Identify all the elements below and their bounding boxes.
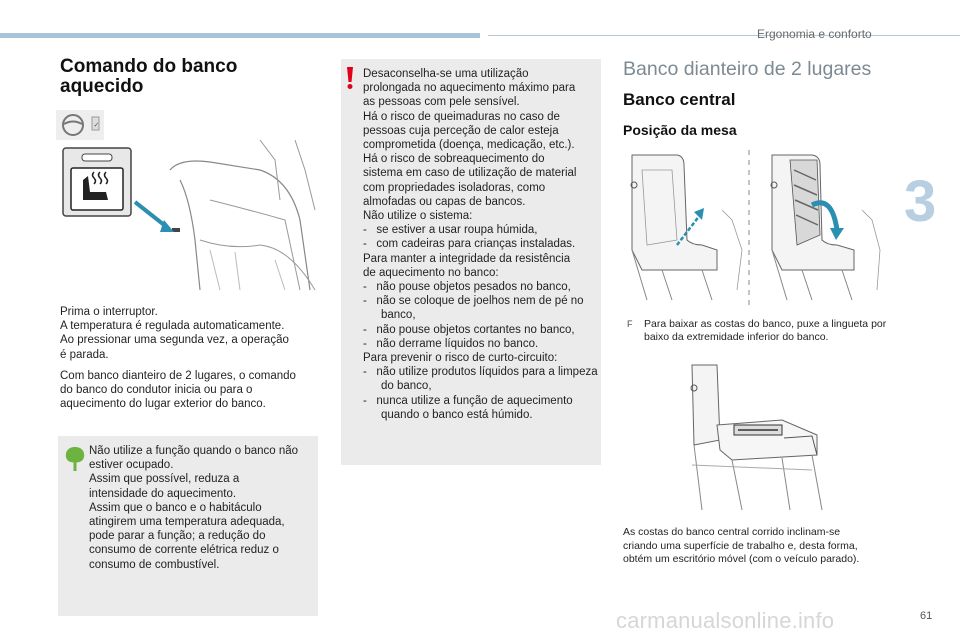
warning-list-item: - não pouse objetos pesados no banco,	[363, 281, 571, 294]
warning-line: Não utilize o sistema:	[363, 210, 473, 223]
paragraph-line: aquecimento do lugar exterior do banco.	[60, 398, 266, 411]
warning-list-item: - nunca utilize a função de aquecimento quando o banco está húmido.	[363, 394, 573, 421]
note-line: atingirem uma temperatura adequada,	[89, 516, 285, 529]
warning-line: pessoas cuja perceção de calor esteja	[363, 124, 559, 137]
warning-line: as pessoas com pele sensível.	[363, 96, 520, 109]
note-line: Assim que possível, reduza a	[89, 473, 240, 486]
header-rule	[488, 35, 960, 36]
caption-line: criando uma superfície de trabalho e, desta forma,	[623, 539, 858, 552]
instruction-line: Prima o interruptor.	[60, 306, 158, 318]
caption-line: obtém um escritório móvel (com o veículo parado).	[623, 553, 860, 565]
section-title: Ergonomia e conforto	[757, 27, 872, 41]
instruction-line: A temperatura é regulada automaticamente.	[60, 320, 285, 333]
warning-line: com propriedades isoladoras, como	[363, 181, 546, 194]
eco-tree-icon	[64, 446, 86, 472]
fold-instruction-text: Para baixar as costas do banco, puxe a lingueta por baixo da extremidade inferior do banco.	[644, 318, 887, 343]
steering-wheel-icon	[56, 110, 104, 140]
bullet-marker: F	[627, 319, 633, 329]
heated-seat-title: Comando do banco aquecido	[60, 56, 238, 97]
note-line: estiver ocupado.	[89, 459, 174, 472]
warning-line: Desaconselha-se uma utilização	[363, 68, 529, 80]
warning-line: Há o risco de sobreaquecimento do	[363, 153, 545, 166]
seat-table-illustration	[672, 360, 832, 520]
page-number: 61	[920, 610, 933, 622]
warning-text	[363, 67, 599, 422]
svg-text:✓: ✓	[93, 121, 100, 129]
note-line: consumo de corrente elétrica reduz o	[89, 544, 279, 557]
front-bench-title: Banco dianteiro de 2 lugares	[623, 58, 872, 80]
note-line: pode parar a função; a redução do	[89, 530, 266, 543]
warning-line: almofadas ou capas de bancos.	[363, 195, 526, 208]
warning-list-item: - se estiver a usar roupa húmida,	[363, 224, 538, 237]
note-line: Assim que o banco e o habitáculo	[89, 501, 262, 514]
warning-exclamation-icon	[344, 66, 356, 90]
seat-fold-illustration	[622, 150, 894, 310]
warning-list-item: - não derrame líquidos no banco.	[363, 337, 539, 350]
warning-line: sistema em caso de utilização de material	[363, 167, 577, 180]
warning-line: prolongada no aquecimento máximo para	[363, 82, 576, 95]
warning-line: comprometida (doença, medicação, etc.).	[363, 139, 575, 152]
header-accent-bar	[0, 33, 480, 38]
watermark: carmanualsonline.info	[616, 608, 835, 633]
warning-list-item: - com cadeiras para crianças instaladas.	[363, 238, 576, 251]
instruction-line: é parada.	[60, 348, 109, 361]
warning-line: Para manter a integridade da resistência	[363, 252, 571, 265]
table-position-title: Posição da mesa	[623, 122, 737, 138]
caption-line: As costas do banco central corrido inclinam-se	[623, 526, 841, 538]
heated-seat-switch-illustration	[60, 140, 330, 300]
paragraph-line: Com banco dianteiro de 2 lugares, o comando	[60, 370, 296, 382]
warning-list-item: - não se coloque de joelhos nem de pé no banco,	[363, 295, 584, 322]
table-caption	[623, 526, 891, 567]
fold-instruction	[627, 318, 889, 344]
note-line: Não utilize a função quando o banco não	[89, 445, 299, 457]
paragraph-line: do banco do condutor inicia ou para o	[60, 384, 253, 397]
instructions-block	[60, 305, 320, 362]
note-line: intensidade do aquecimento.	[89, 487, 237, 500]
warning-line: Há o risco de queimaduras no caso de	[363, 110, 560, 123]
center-seat-title: Banco central	[623, 90, 736, 109]
warning-list-item: - não utilize produtos líquidos para a limpeza do banco,	[363, 366, 598, 393]
warning-line: de aquecimento no banco:	[363, 266, 499, 279]
note-line: consumo de combustível.	[89, 558, 220, 571]
warning-list-item: - não pouse objetos cortantes no banco,	[363, 323, 575, 336]
eco-note-text	[89, 444, 317, 572]
chapter-number: 3	[904, 169, 937, 234]
two-seat-paragraph	[60, 369, 325, 412]
instruction-line: Ao pressionar uma segunda vez, a operação	[60, 334, 289, 347]
warning-line: Para prevenir o risco de curto-circuito:	[363, 352, 558, 365]
